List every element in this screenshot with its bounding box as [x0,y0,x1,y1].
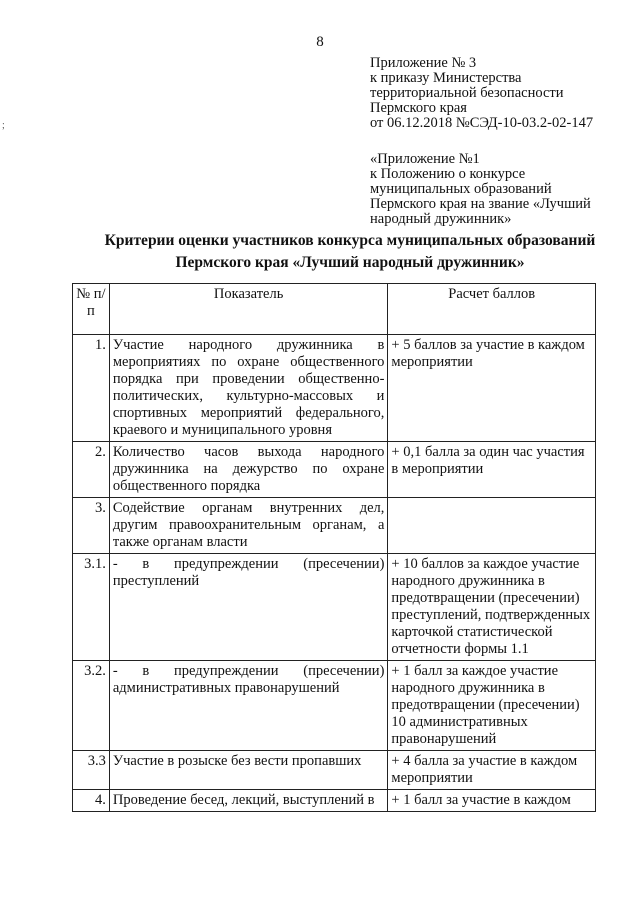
attachment-line: Приложение № 3 [370,55,477,71]
table-row [73,661,596,751]
table-row [73,498,596,554]
row-indicator: Содействие органам внутренних дел, другим правоохранительным органам, а также органам власти [109,498,388,554]
row-num: 2. [73,442,110,498]
row-score [388,498,596,554]
row-num: 4. [73,790,110,812]
header-num: № п/п [73,284,110,335]
regulation-block [370,152,632,227]
row-indicator: Количество часов выхода народного дружинника на дежурство по охране общественного порядка [109,442,388,498]
regulation-line: к Положению о конкурсе [370,166,526,182]
attachment-line: территориальной безопасности [370,85,564,101]
attachment-line: Пермского края [370,100,467,116]
row-indicator: Проведение бесед, лекций, выступлений в [109,790,388,812]
attachment-block [370,56,632,131]
row-num: 3.2. [73,661,110,751]
row-score: + 10 баллов за каждое участие народного дружинника в предотвращении (пресечении) преступлений, подтвержденных карточкой статистической отчетности формы 1.1 [388,554,596,661]
header-score: Расчет баллов [388,284,596,335]
attachment-line: от 06.12.2018 №СЭД-10-03.2-02-147 [370,115,594,131]
table-row [73,554,596,661]
row-indicator: Участие в розыске без вести пропавших [109,751,388,790]
row-score: + 0,1 балла за один час участия в мероприятии [388,442,596,498]
header-indicator: Показатель [109,284,388,335]
row-num: 1. [73,335,110,442]
table-row [73,751,596,790]
row-num: 3.3 [73,751,110,790]
attachment-line: к приказу Министерства [370,70,522,86]
table-row [73,335,596,442]
row-score: + 4 балла за участие в каждом мероприятии [388,751,596,790]
row-score: + 5 баллов за участие в каждом мероприятии [388,335,596,442]
row-score: + 1 балл за участие в каждом [388,790,596,812]
row-indicator: - в предупреждении (пресечении) административных правонарушений [109,661,388,751]
title-line-2: Пермского края «Лучший народный дружинник» [175,254,525,271]
regulation-line: муниципальных образований [370,181,552,197]
table-row [73,442,596,498]
title-line-1: Критерии оценки участников конкурса муниципальных образований [104,232,596,249]
regulation-line: Пермского края на звание «Лучший [370,196,591,212]
margin-mark: ; [2,120,5,131]
page-number: 8 [316,34,324,50]
regulation-line: «Приложение №1 [370,151,480,167]
criteria-table [72,283,596,812]
table-header-row [73,284,596,335]
table-row [73,790,596,812]
document-title [60,230,640,274]
row-num: 3.1. [73,554,110,661]
row-score: + 1 балл за каждое участие народного дружинника в предотвращении (пресечении) 10 административных правонарушений [388,661,596,751]
row-indicator: Участие народного дружинника в мероприятиях по охране общественного порядка при проведении общественно-политических, культурно-массовых и спортивных мероприятий федерального, краевого и муниципального уровня [109,335,388,442]
row-indicator: - в предупреждении (пресечении) преступлений [109,554,388,661]
row-num: 3. [73,498,110,554]
regulation-line: народный дружинник» [370,211,512,227]
